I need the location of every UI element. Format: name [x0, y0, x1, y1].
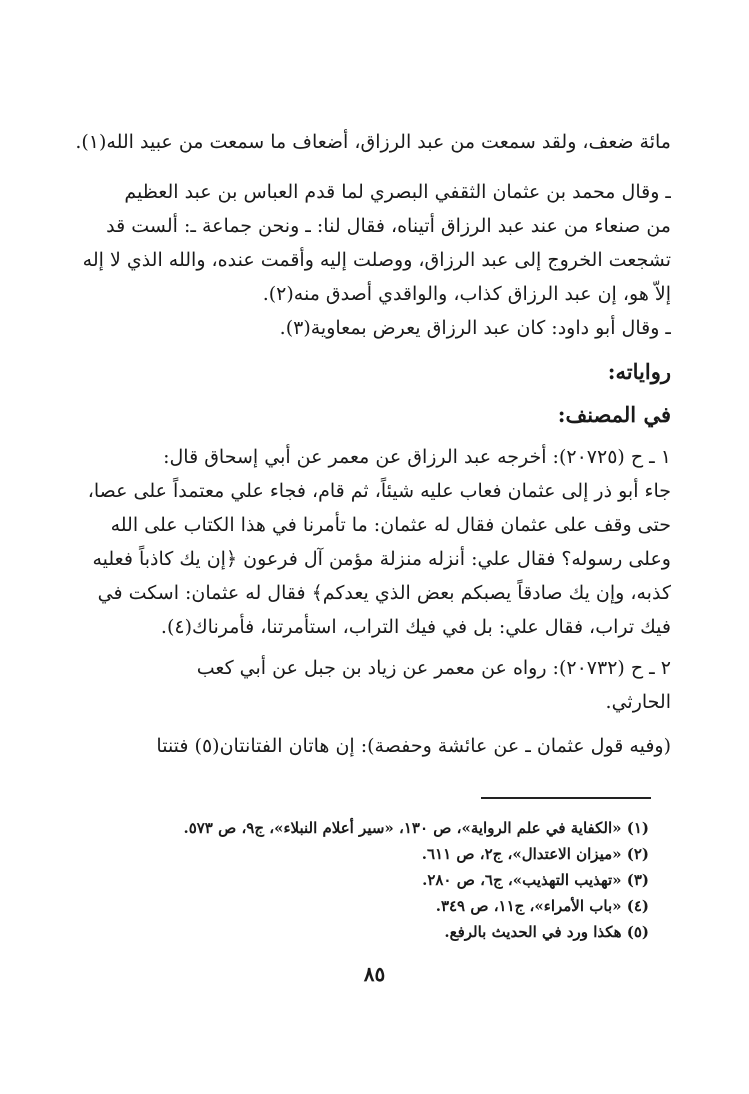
footnote-1: (١) «الكفاية في علم الرواية»، ص ١٣٠، «سير أعلام النبلاء»، ج٩، ص ٥٧٣. — [183, 819, 649, 837]
paragraph-1 — [73, 125, 671, 159]
text-line: فيك تراب، فقال علي: بل في فيك التراب، استأمرتنا، فأمرناك(٤). — [160, 616, 671, 638]
text-line: ـ وقال محمد بن عثمان الثقفي البصري لما قدم العباس بن عبد العظيم — [124, 181, 671, 203]
text-line: من صنعاء من عند عبد الرزاق أتيناه، فقال لنا: ـ ونحن جماعة ـ: ألست قد — [106, 215, 671, 237]
footnote-2: (٢) «ميزان الاعتدال»، ج٢، ص ٦١١. — [421, 845, 649, 863]
page-number: ٨٥ — [363, 962, 386, 986]
text-line: وعلى رسوله؟ فقال علي: أنزله منزلة مؤمن آل فرعون ﴿إن يك كاذباً فعليه — [92, 548, 671, 570]
footnote-5: (٥) هكذا ورد في الحديث بالرفع. — [444, 923, 649, 941]
text-line: حتى وقف على عثمان فقال له عثمان: ما تأمرنا في هذا الكتاب على الله — [110, 514, 671, 536]
text-line: جاء أبو ذر إلى عثمان فعاب عليه شيئاً، ثم قام، فجاء علي معتمداً على عصا، — [87, 480, 671, 502]
section-heading-riwayat: رواياته: — [607, 359, 671, 384]
text-line: الحارثي. — [605, 691, 671, 713]
text-line: ـ وقال أبو داود: كان عبد الرزاق يعرض بمعاوية(٣). — [279, 317, 671, 339]
paragraph-hadith-1 — [73, 440, 671, 644]
footnote-3: (٣) «تهذيب التهذيب»، ج٦، ص ٢٨٠. — [422, 871, 649, 889]
text-line: إلاّ هو، إن عبد الرزاق كذاب، والواقدي أصدق منه(٢). — [262, 283, 671, 305]
paragraph-hadith-2 — [73, 651, 671, 719]
paragraph-2 — [73, 175, 671, 311]
text-line: كذبه، وإن يك صادقاً يصبكم بعض الذي يعدكم﴾ فقال له عثمان: اسكت في — [97, 582, 671, 604]
text-line: ١ ـ ح (٢٠٧٢٥): أخرجه عبد الرزاق عن معمر عن أبي إسحاق قال: — [163, 446, 671, 468]
text-line: ٢ ـ ح (٢٠٧٣٢): رواه عن معمر عن زياد بن جبل عن أبي كعب — [196, 657, 671, 679]
footnotes — [129, 815, 649, 945]
subsection-heading-musannaf: في المصنف: — [557, 402, 671, 427]
paragraph-3 — [73, 311, 671, 345]
paragraph-hadith-3 — [73, 729, 671, 763]
text-line: تشجعت الخروج إلى عبد الرزاق، ووصلت إليه وأقمت عنده، والله الذي لا إله — [82, 249, 671, 271]
text-line: (وفيه قول عثمان ـ عن عائشة وحفصة): إن هاتان الفتانتان(٥) فتنتا — [156, 735, 671, 757]
footnote-separator — [481, 797, 651, 799]
footnote-4: (٤) «باب الأمراء»، ج١١، ص ٣٤٩. — [435, 897, 649, 915]
text-line: مائة ضعف، ولقد سمعت من عبد الرزاق، أضعاف ما سمعت من عبيد الله(١). — [75, 131, 671, 153]
